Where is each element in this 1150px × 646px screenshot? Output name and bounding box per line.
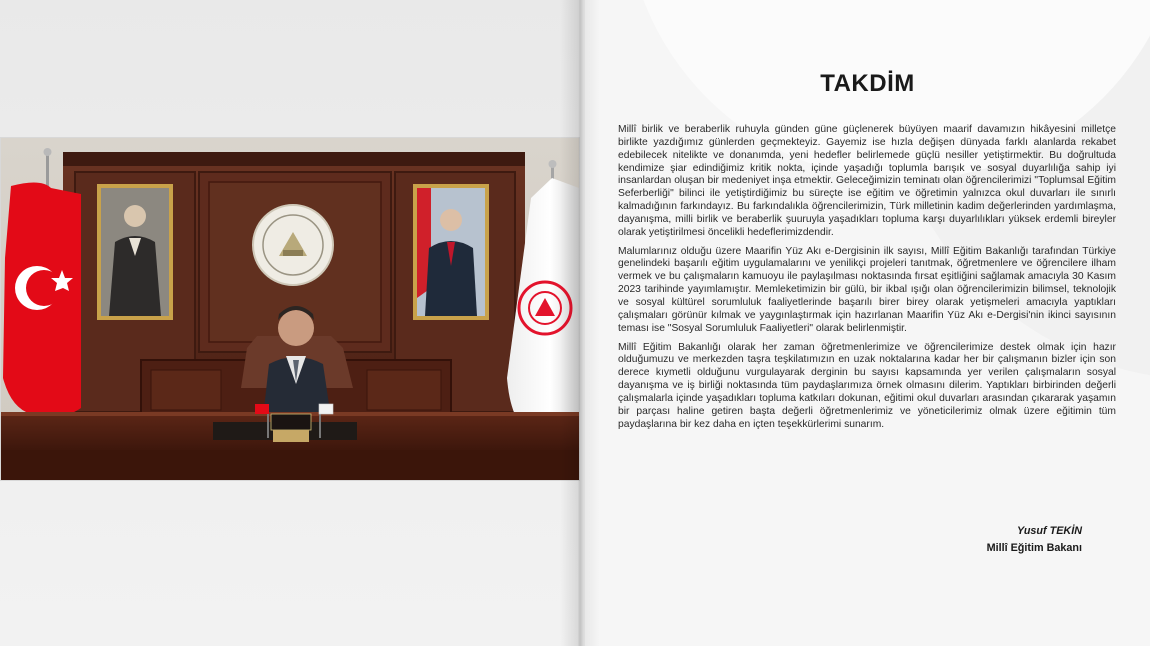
official-portrait-photo <box>0 137 580 481</box>
signature-block <box>987 523 1082 557</box>
right-page <box>585 0 1150 646</box>
paragraph-3: Millî Eğitim Bakanlığı olarak her zaman öğretmenlerimize ve öğrencilerimize destek olmak için hazır olduğumuzu ve merkezden taşra teşkilatımızın en uzak noktalarına kadar her bir çalışmanın bizler için son derece kıymetli olduğunu vurgulayarak derginin bu sayısı kapsamında yer verilen çalışmaların sosyal dayanışma ve iş birliği noktasında tüm paydaşlarımıza örnek olmasını dilerim. Yaptıkları birbirinden değerli çalışmalarla içinde yaşadıkları topluma katkıları dokunan, eğitimi okul duvarları arasından çıkararak yaşamın bir parçası haline getiren başta değerli öğretmenlerimiz ve yöneticilerimiz olmak üzere eğitimin tüm paydaşlarına bir kez daha en içten teşekkürlerimi sunarım. <box>618 341 1116 430</box>
page-title: TAKDİM <box>820 70 915 97</box>
book-spine-shadow <box>560 0 600 646</box>
paragraph-1: Millî birlik ve beraberlik ruhuyla günden güne güçlenerek büyüyen maarif davamızın hikâyesini milletçe birlikte yazdığımız günlerden geçmekteyiz. Gayemiz ise hızla değişen dünyada farklı alanlarda rekabet edebilecek nitelikte ve donanımda, yeni hedefler belirlemede güçlü nesiller yetiştirmektir. Bu doğrultuda kendimize şiar edindiğimiz kritik nokta, içinde yaşadığı toplumla barışık ve sosyal duyarlılığa sahip iyi insanlardan oluşan bir medeniyet inşa etmektir. Geleceğimizin teminatı olan öğrencilerimizi "Toplumsal Eğitim Seferberliği" bilinci ile yetiştirdiğimiz bu süreçte ise eğitim ve öğretimin yalnızca okul duvarları ile sınırlı kalmadığının farkındayız. Bu farkındalıkla öğrencilerimizin, Türk milletinin kadim değerlerinden yardımlaşma, dayanışma, milli birlik ve beraberlik şuuruyla yaşadıkları topluma karşı duyarlılıkları yüksek erdemli bireyler olarak yetiştirilmesi öncelikli hedeflerimizdendir. <box>618 124 1116 238</box>
body-text <box>618 124 1116 437</box>
signature-role: Millî Eğitim Bakanı <box>986 542 1082 554</box>
signature-name: Yusuf TEKİN <box>1017 525 1082 537</box>
paragraph-2: Malumlarınız olduğu üzere Maarifin Yüz Akı e-Dergisinin ilk sayısı, Millî Eğitim Bakanlığı tarafından Türkiye genelindeki başarılı eğitim uygulamalarını ve yenilikçi projeleri tanıtmak, öğretmenlere ve öğrencilere ilham vermek ve bu çalışmaların kamuoyu ile paylaşılması noktasında fırsat eşitliğini sağlamak amacıyla 30 Kasım 2023 tarihinde yayımlamıştır. Memleketimizin bir gülü, bir ikbal ışığı olan öğrencilerimizin bilimsel, teknolojik ve sosyal kültürel sorumluluk faaliyetlerinde başarılı birer birey olarak yetişmeleri amacıyla yaptıkları çalışmaları görünür kılmak ve yaygınlaştırmak için hazırlanan Maarifin Yüz Akı e-Dergisi'nin ikinci sayısının teması ise "Sosyal Sorumluluk Faaliyetleri" olarak belirlenmiştir. <box>618 245 1116 334</box>
office-scene-illustration <box>1 138 579 480</box>
